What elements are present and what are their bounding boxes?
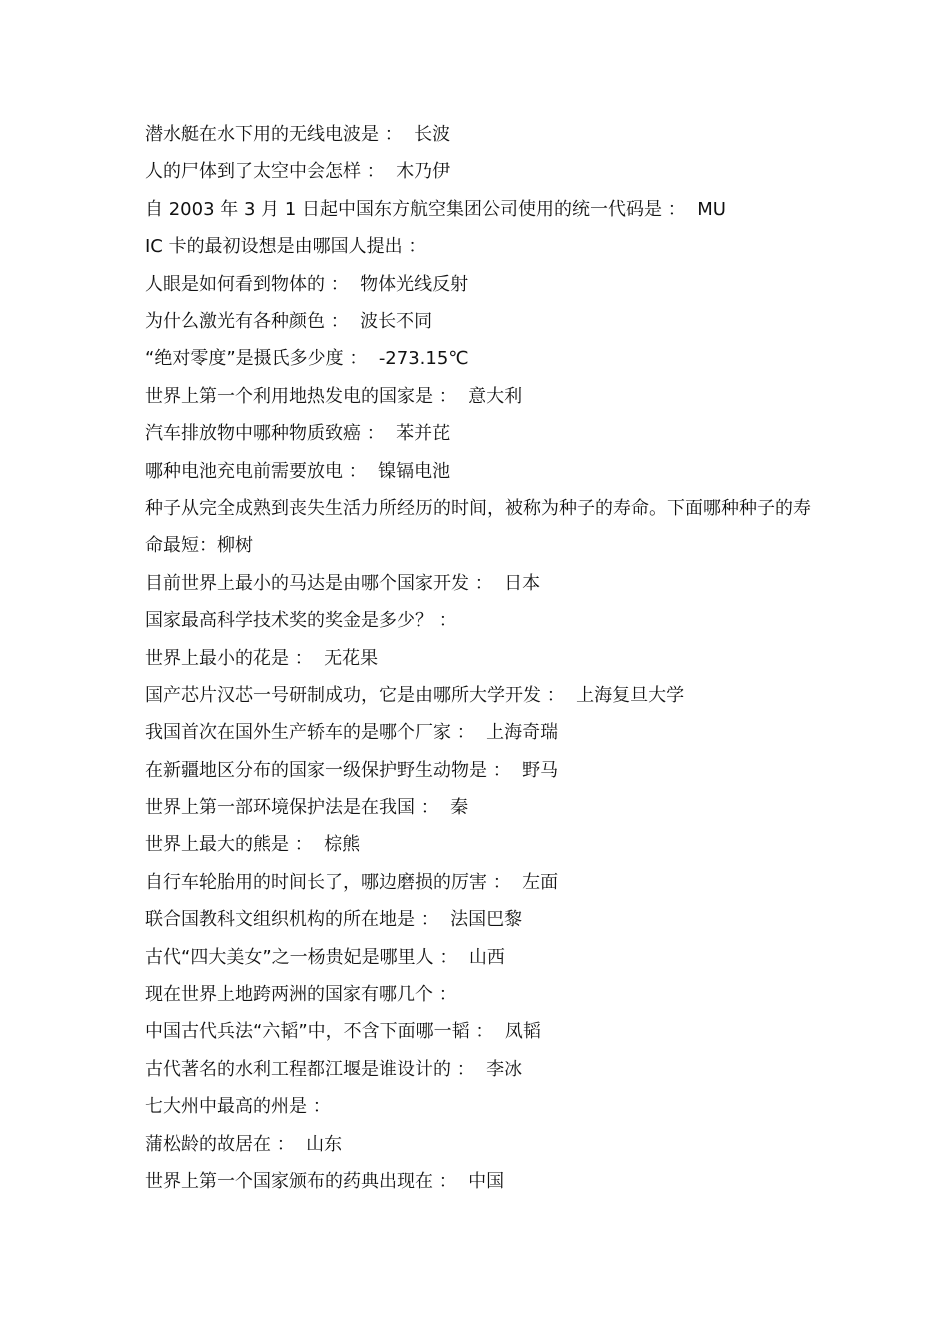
qa-line: 人的尸体到了太空中会怎样 ： 木乃伊 [145, 161, 451, 183]
qa-line: 国家最高科学技术奖的奖金是多少？ ： [145, 610, 457, 632]
qa-line: 古代著名的水利工程都江堰是谁设计的 ： 李冰 [145, 1058, 523, 1080]
qa-line: IC 卡的最初设想是由哪国人提出 ： [145, 236, 427, 258]
qa-line: 国产芯片汉芯一号研制成功，它是由哪所大学开发 ： 上海复旦大学 [145, 684, 685, 706]
qa-line: 潜水艇在水下用的无线电波是 ： 长波 [145, 124, 451, 145]
qa-line: 联合国教科文组织机构的所在地是 ： 法国巴黎 [145, 909, 523, 931]
qa-line: 自行车轮胎用的时间长了，哪边磨损的厉害 ： 左面 [145, 871, 559, 893]
qa-line: 为什么激光有各种颜色 ： 波长不同 [145, 310, 433, 332]
qa-line: 七大州中最高的州是 ： [145, 1096, 331, 1118]
qa-line: 世界上最大的熊是 ： 棕熊 [145, 834, 361, 856]
qa-line: “绝对零度”是摄氏多少度 ： -273.15℃ [145, 348, 469, 370]
qa-line: 世界上第一部环境保护法是在我国 ： 秦 [145, 797, 469, 819]
qa-line: 哪种电池充电前需要放电 ： 镍镉电池 [145, 460, 451, 482]
qa-line: 世界上最小的花是 ： 无花果 [145, 647, 379, 669]
qa-line: 古代“四大美女”之一杨贵妃是哪里人 ： 山西 [145, 946, 505, 968]
qa-line: 自 2003 年 3 月 1 日起中国东方航空集团公司使用的统一代码是 ： MU [145, 198, 726, 220]
qa-paragraph: 种子从完全成熟到丧失生活力所经历的时间，被称为种子的寿命。下面哪种种子的寿命最短：柳树 [145, 497, 811, 557]
qa-line: 在新疆地区分布的国家一级保护野生动物是 ： 野马 [145, 759, 559, 781]
qa-line: 现在世界上地跨两洲的国家有哪几个 ： [145, 984, 457, 1006]
qa-text-block [145, 116, 825, 1200]
qa-line: 目前世界上最小的马达是由哪个国家开发 ： 日本 [145, 572, 541, 594]
qa-line: 世界上第一个利用地热发电的国家是 ： 意大利 [145, 385, 523, 407]
qa-line: 中国古代兵法“六韬”中，不含下面哪一韬 ： 凤韬 [145, 1021, 541, 1043]
qa-line: 我国首次在国外生产轿车的是哪个厂家 ： 上海奇瑞 [145, 722, 559, 744]
qa-line: 世界上第一个国家颁布的药典出现在 ： 中国 [145, 1170, 505, 1192]
qa-line: 蒲松龄的故居在 ： 山东 [145, 1133, 343, 1155]
qa-line: 人眼是如何看到物体的 ： 物体光线反射 [145, 273, 469, 295]
qa-line: 汽车排放物中哪种物质致癌 ： 苯并芘 [145, 423, 451, 445]
